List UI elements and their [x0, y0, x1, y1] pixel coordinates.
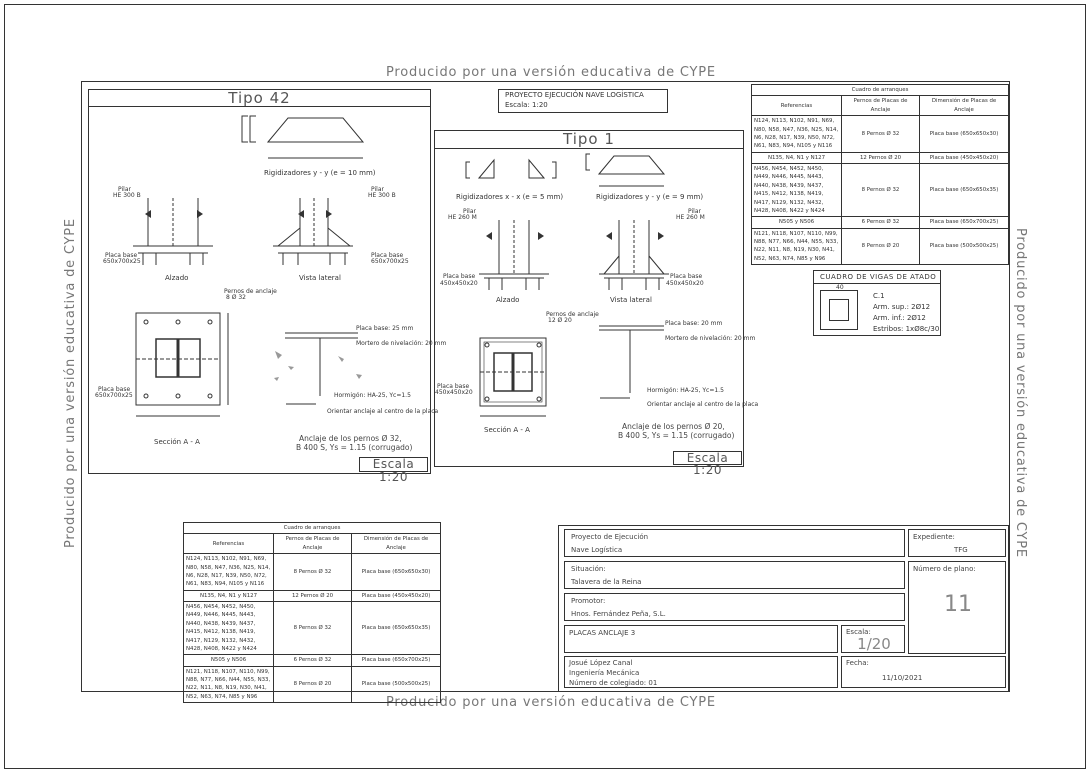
project-header-title: PROYECTO EJECUCIÓN NAVE LOGÍSTICA	[505, 91, 644, 99]
tipo42-anchor-line1: Anclaje de los pernos Ø 32,	[299, 434, 402, 443]
tipo42-side-plate-label: Placa base	[371, 252, 404, 259]
tipo42-pilar-label-side: Pilar	[371, 186, 384, 193]
tb-plan-label: Número de plano:	[913, 565, 976, 573]
tipo42-title: Tipo 42	[228, 89, 291, 107]
tipo1-side-plate-label: Placa base	[670, 273, 703, 280]
tb-date-cell	[841, 656, 1006, 688]
tb-situation-label: Situación:	[571, 565, 606, 573]
tb-project-cell	[564, 529, 905, 557]
tb-project-label: Proyecto de Ejecución	[571, 533, 649, 541]
tipo42-elev-plate-label: Placa base	[105, 252, 138, 259]
beams-table	[813, 270, 941, 336]
beam-dim: 40	[836, 284, 844, 291]
starts-table-top	[751, 84, 1009, 265]
tb-author-name: Josué López Canal	[569, 659, 633, 667]
watermark-right: Producido por una versión educativa de CYPE	[1013, 228, 1028, 558]
tb-scale-value: 1/20	[857, 635, 891, 653]
tipo1-detail-concrete: Hormigón: HA-25, Yc=1.5	[647, 387, 724, 394]
watermark-left: Producido por una versión educativa de CYPE	[63, 218, 78, 548]
tb-scale-cell	[841, 625, 905, 653]
tipo1-section-plate-label: Placa base	[437, 383, 470, 390]
tipo1-stiffeners-x: Rigidizadores x - x (e = 5 mm)	[456, 193, 564, 201]
tb-promoter-value: Hnos. Fernández Peña, S.L.	[571, 610, 666, 618]
table-row: N121, N118, N107, N110, N99, N88, N77, N66, N44, N55, N33, N22, N11, N8, N19, N30, N41, N52, N63, N74, N85 y N96 8 Pernos Ø 20 Placa base (500x500x25)	[184, 666, 441, 703]
starts-table-header: Pernos de Placas de Anclaje	[842, 96, 920, 116]
tipo42-detail-orient: Orientar anclaje al centro de la placa	[327, 408, 439, 415]
table-row: N505 y N506 6 Pernos Ø 32 Placa base (650x700x25)	[184, 655, 441, 666]
project-header-scale: Escala: 1:20	[505, 101, 548, 109]
tb-author-reg: Número de colegiado: 01	[569, 679, 658, 687]
tb-situation-cell	[564, 561, 905, 589]
starts-table-title: Cuadro de arranques	[752, 85, 1009, 96]
tipo42-anchor-line2: B 400 S, Ys = 1.15 (corrugado)	[296, 443, 413, 452]
tipo1-side-label: Vista lateral	[610, 296, 652, 304]
tipo1-side-plate-dim: 450x450x20	[666, 280, 704, 287]
tipo1-pilar-profile: HE 260 M	[448, 214, 477, 221]
starts-table-header: Referencias	[184, 534, 274, 554]
tipo1-detail-mortar: Mortero de nivelación: 20 mm	[665, 335, 756, 342]
tipo1-title: Tipo 1	[563, 130, 615, 148]
tipo1-section-label: Sección A - A	[484, 426, 530, 434]
tipo1-bolts-dim: 12 Ø 20	[548, 317, 572, 324]
beams-table-title: CUADRO DE VIGAS DE ATADO	[820, 273, 937, 281]
tb-scale-label: Escala:	[846, 628, 871, 636]
tipo1-elev-plate-dim: 450x450x20	[440, 280, 478, 287]
tipo1-section-plate-dim: 450x450x20	[435, 389, 473, 396]
table-row: N505 y N506 6 Pernos Ø 32 Placa base (650x700x25)	[752, 217, 1009, 228]
tb-author-cell	[564, 656, 838, 688]
tb-expediente-cell	[908, 529, 1006, 557]
table-row: N456, N454, N452, N450, N449, N446, N445, N443, N440, N438, N439, N437, N415, N412, N138, N419, N417, N129, N132, N432, N428, N408, N422 y N424 8 Pernos Ø 32 Placa base (650x650x35)	[752, 164, 1009, 217]
table-row: N135, N4, N1 y N127 12 Pernos Ø 20 Placa base (450x450x20)	[752, 152, 1009, 163]
tb-project-value: Nave Logística	[571, 546, 623, 554]
table-row: N135, N4, N1 y N127 12 Pernos Ø 20 Placa base (450x450x20)	[184, 590, 441, 601]
starts-table-title: Cuadro de arranques	[184, 523, 441, 534]
table-row: N124, N113, N102, N91, N69, N80, N58, N47, N36, N25, N14, N6, N28, N17, N39, N50, N72, N61, N83, N94, N105 y N116 8 Pernos Ø 32 Placa base (650x650x30)	[184, 554, 441, 591]
tipo1-bolts-label: Pernos de anclaje	[546, 311, 599, 318]
tipo42-side-label: Vista lateral	[299, 274, 341, 282]
tipo1-scale: Escala 1:20	[673, 451, 742, 465]
table-row: N456, N454, N452, N450, N449, N446, N445, N443, N440, N438, N439, N437, N415, N412, N138, N419, N417, N129, N132, N432, N428, N408, N422 y N424 8 Pernos Ø 32 Placa base (650x650x35)	[184, 602, 441, 655]
tipo42-elevation-label: Alzado	[165, 274, 189, 282]
tipo42-detail-concrete: Hormigón: HA-25, Yc=1.5	[334, 392, 411, 399]
tipo1-anchor-line1: Anclaje de los pernos Ø 20,	[622, 422, 725, 431]
starts-table-header: Dimensión de Placas de Anclaje	[920, 96, 1009, 116]
starts-table-header: Dimensión de Placas de Anclaje	[352, 534, 441, 554]
starts-table-header: Pernos de Placas de Anclaje	[274, 534, 352, 554]
table-row: N121, N118, N107, N110, N99, N88, N77, N66, N44, N55, N33, N22, N11, N8, N19, N30, N41, N52, N63, N74, N85 y N96 8 Pernos Ø 20 Placa base (500x500x25)	[752, 228, 1009, 265]
starts-table-bottom	[183, 522, 441, 703]
tipo42-bolts-dim: 8 Ø 32	[226, 294, 246, 301]
tipo1-stiffeners-y: Rigidizadores y - y (e = 9 mm)	[596, 193, 704, 201]
tipo42-pilar-profile-side: HE 300 B	[368, 192, 396, 199]
beam-section-inner	[829, 299, 849, 321]
tipo1-pilar-profile-side: HE 260 M	[676, 214, 705, 221]
tb-plan-value: 11	[944, 592, 972, 617]
starts-table-header: Referencias	[752, 96, 842, 116]
tipo42-stiffeners-label: Rigidizadores y - y (e = 10 mm)	[264, 169, 376, 177]
tipo42-section-plate-dim: 650x700x25	[95, 392, 133, 399]
tipo42-elev-plate-dim: 650x700x25	[103, 258, 141, 265]
tb-author-role: Ingeniería Mecánica	[569, 669, 640, 677]
tipo42-detail-mortar: Mortero de nivelación: 20 mm	[356, 340, 447, 347]
tipo1-anchor-line2: B 400 S, Ys = 1.15 (corrugado)	[618, 431, 735, 440]
tb-expediente-value: TFG	[954, 546, 968, 554]
tb-promoter-cell	[564, 593, 905, 621]
tb-drawing-title: PLACAS ANCLAJE 3	[569, 629, 636, 637]
tipo1-detail-plate: Placa base: 20 mm	[665, 320, 723, 327]
tipo42-pilar-profile: HE 300 B	[113, 192, 141, 199]
tipo1-detail-orient: Orientar anclaje al centro de la placa	[647, 401, 759, 408]
tipo42-bolts-label: Pernos de anclaje	[224, 288, 277, 295]
beam-ref: C.1	[873, 292, 885, 300]
tipo42-detail-plate: Placa base: 25 mm	[356, 325, 414, 332]
beam-stirrups: Estribos: 1xØ8c/30	[873, 325, 940, 333]
project-header-box	[498, 89, 668, 113]
tipo42-pilar-label: Pilar	[118, 186, 131, 193]
watermark-top: Producido por una versión educativa de CYPE	[386, 65, 716, 80]
tb-date-label: Fecha:	[846, 659, 869, 667]
tipo1-elevation-label: Alzado	[496, 296, 520, 304]
tb-drawing-title-cell	[564, 625, 838, 653]
tb-plan-cell	[908, 561, 1006, 654]
tb-expediente-label: Expediente:	[913, 533, 955, 541]
watermark-bottom: Producido por una versión educativa de CYPE	[386, 695, 716, 710]
tb-date-value: 11/10/2021	[882, 674, 923, 682]
tipo1-elev-plate-label: Placa base	[443, 273, 476, 280]
beam-section-outer	[820, 290, 858, 330]
tipo42-section-plate-label: Placa base	[98, 386, 131, 393]
tipo42-scale: Escala 1:20	[359, 457, 428, 472]
tb-promoter-label: Promotor:	[571, 597, 606, 605]
beam-arm-inf: Arm. inf.: 2Ø12	[873, 314, 926, 322]
tipo1-pilar-label-side: Pilar	[688, 208, 701, 215]
tipo42-side-plate-dim: 650x700x25	[371, 258, 409, 265]
tipo1-pilar-label: Pilar	[463, 208, 476, 215]
tb-situation-value: Talavera de la Reina	[571, 578, 642, 586]
tipo42-section-label: Sección A - A	[154, 438, 200, 446]
table-row: N124, N113, N102, N91, N69, N80, N58, N47, N36, N25, N14, N6, N28, N17, N39, N50, N72, N61, N83, N94, N105 y N116 8 Pernos Ø 32 Placa base (650x650x30)	[752, 116, 1009, 153]
beam-arm-sup: Arm. sup.: 2Ø12	[873, 303, 931, 311]
